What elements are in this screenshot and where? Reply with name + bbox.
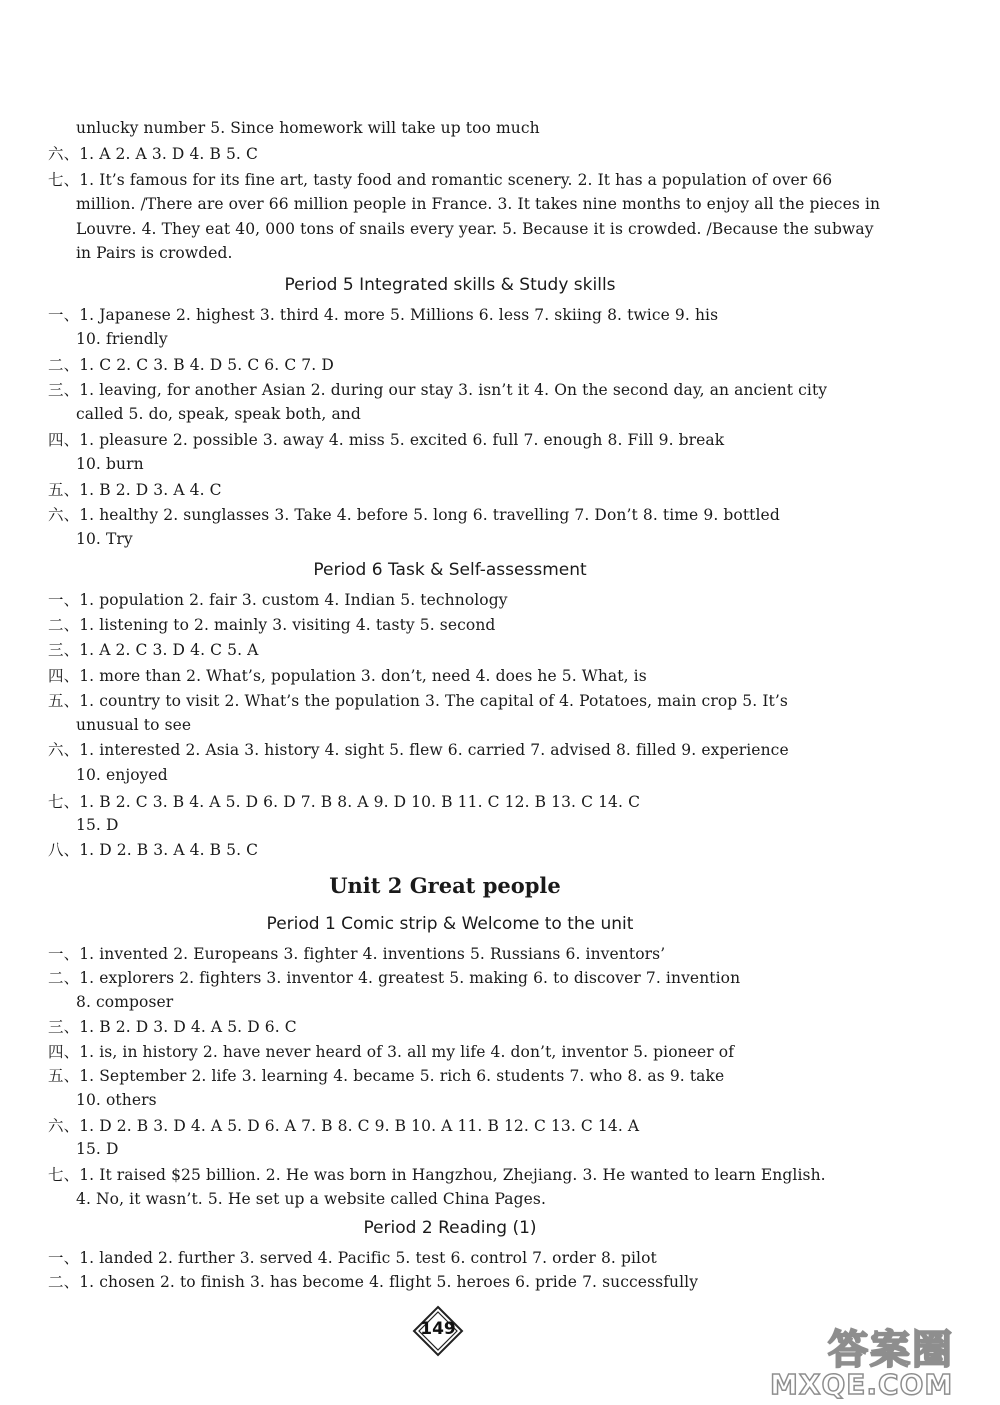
page-number: 149 xyxy=(420,1319,456,1339)
answer-line: 10. Try xyxy=(76,530,133,548)
answer-line: 三、1. leaving, for another Asian 2. during our stay 3. isn’t it 4. On the second day, an ancient city xyxy=(48,381,828,399)
period-heading: Period 5 Integrated skills & Study skills xyxy=(284,275,616,295)
period-heading: Period 2 Reading (1) xyxy=(363,1218,537,1238)
answer-line: 4. No, it wasn’t. 5. He set up a website called China Pages. xyxy=(76,1190,547,1208)
answer-line: unusual to see xyxy=(76,716,192,734)
watermark-cn: 答案圈 xyxy=(828,1327,954,1373)
answer-line: 四、1. more than 2. What’s, population 3. don’t, need 4. does he 5. What, is xyxy=(48,667,647,685)
answer-line: 10. burn xyxy=(76,455,144,473)
page-number-badge xyxy=(412,1305,464,1357)
answer-line: 五、1. September 2. life 3. learning 4. became 5. rich 6. students 7. who 8. as 9. take xyxy=(48,1067,725,1085)
answer-line: 三、1. A 2. C 3. D 4. C 5. A xyxy=(48,641,259,659)
answer-line: in Pairs is crowded. xyxy=(76,244,233,262)
answer-line: 八、1. D 2. B 3. A 4. B 5. C xyxy=(48,841,259,859)
answer-line: 一、1. landed 2. further 3. served 4. Pacific 5. test 6. control 7. order 8. pilot xyxy=(48,1249,657,1267)
period-heading: Period 1 Comic strip & Welcome to the unit xyxy=(266,914,634,934)
watermark-logo xyxy=(770,1318,992,1402)
answer-line: 四、1. is, in history 2. have never heard of 3. all my life 4. don’t, inventor 5. pioneer of xyxy=(48,1043,735,1061)
answer-line: 一、1. Japanese 2. highest 3. third 4. more 5. Millions 6. less 7. skiing 8. twice 9. his xyxy=(48,306,719,324)
answer-line: 二、1. chosen 2. to finish 3. has become 4. flight 5. heroes 6. pride 7. successfully xyxy=(48,1273,699,1291)
answer-line: 七、1. It’s famous for its fine art, tasty food and romantic scenery. 2. It has a population of over 66 xyxy=(48,171,833,189)
answer-line: 一、1. invented 2. Europeans 3. fighter 4. inventions 5. Russians 6. inventors’ xyxy=(48,945,666,963)
answer-line: 15. D xyxy=(76,816,119,834)
unit-title: Unit 2 Great people xyxy=(329,873,561,898)
answer-line: 10. others xyxy=(76,1091,157,1109)
answer-line: 五、1. country to visit 2. What’s the population 3. The capital of 4. Potatoes, main crop 5. It’s xyxy=(48,692,788,710)
answer-line: 二、1. explorers 2. fighters 3. inventor 4. greatest 5. making 6. to discover 7. invention xyxy=(48,969,741,987)
answer-line: 六、1. interested 2. Asia 3. history 4. sight 5. flew 6. carried 7. advised 8. filled 9. experience xyxy=(48,741,789,759)
answer-line: 六、1. healthy 2. sunglasses 3. Take 4. before 5. long 6. travelling 7. Don’t 8. time 9. bottled xyxy=(48,506,780,524)
answer-line: 10. friendly xyxy=(76,330,168,348)
answer-line: 8. composer xyxy=(76,993,174,1011)
answer-line: 三、1. B 2. D 3. D 4. A 5. D 6. C xyxy=(48,1018,297,1036)
answer-line: million. /There are over 66 million people in France. 3. It takes nine months to enjoy all the pieces in xyxy=(76,195,881,213)
answer-line: 六、1. D 2. B 3. D 4. A 5. D 6. A 7. B 8. C 9. B 10. A 11. B 12. C 13. C 14. A xyxy=(48,1117,640,1135)
answer-line: Louvre. 4. They eat 40, 000 tons of snails every year. 5. Because it is crowded. /Because the subway xyxy=(76,220,874,238)
answer-line: 六、1. A 2. A 3. D 4. B 5. C xyxy=(48,145,258,163)
answer-line: unlucky number 5. Since homework will take up too much xyxy=(76,119,540,137)
answer-line: 七、1. B 2. C 3. B 4. A 5. D 6. D 7. B 8. A 9. D 10. B 11. C 12. B 13. C 14. C xyxy=(48,793,641,811)
answer-line: 四、1. pleasure 2. possible 3. away 4. miss 5. excited 6. full 7. enough 8. Fill 9. break xyxy=(48,431,725,449)
watermark-en: MXQE.COM xyxy=(770,1368,954,1401)
answer-line: 二、1. C 2. C 3. B 4. D 5. C 6. C 7. D xyxy=(48,356,334,374)
answer-line: 15. D xyxy=(76,1140,119,1158)
answer-line: 二、1. listening to 2. mainly 3. visiting 4. tasty 5. second xyxy=(48,616,496,634)
answer-line: 一、1. population 2. fair 3. custom 4. Indian 5. technology xyxy=(48,591,508,609)
answer-line: 五、1. B 2. D 3. A 4. C xyxy=(48,481,222,499)
answer-line: called 5. do, speak, speak both, and xyxy=(76,405,361,423)
period-heading: Period 6 Task & Self-assessment xyxy=(313,560,587,580)
answer-line: 10. enjoyed xyxy=(76,766,168,784)
answer-line: 七、1. It raised $25 billion. 2. He was born in Hangzhou, Zhejiang. 3. He wanted to learn English. xyxy=(48,1166,826,1184)
